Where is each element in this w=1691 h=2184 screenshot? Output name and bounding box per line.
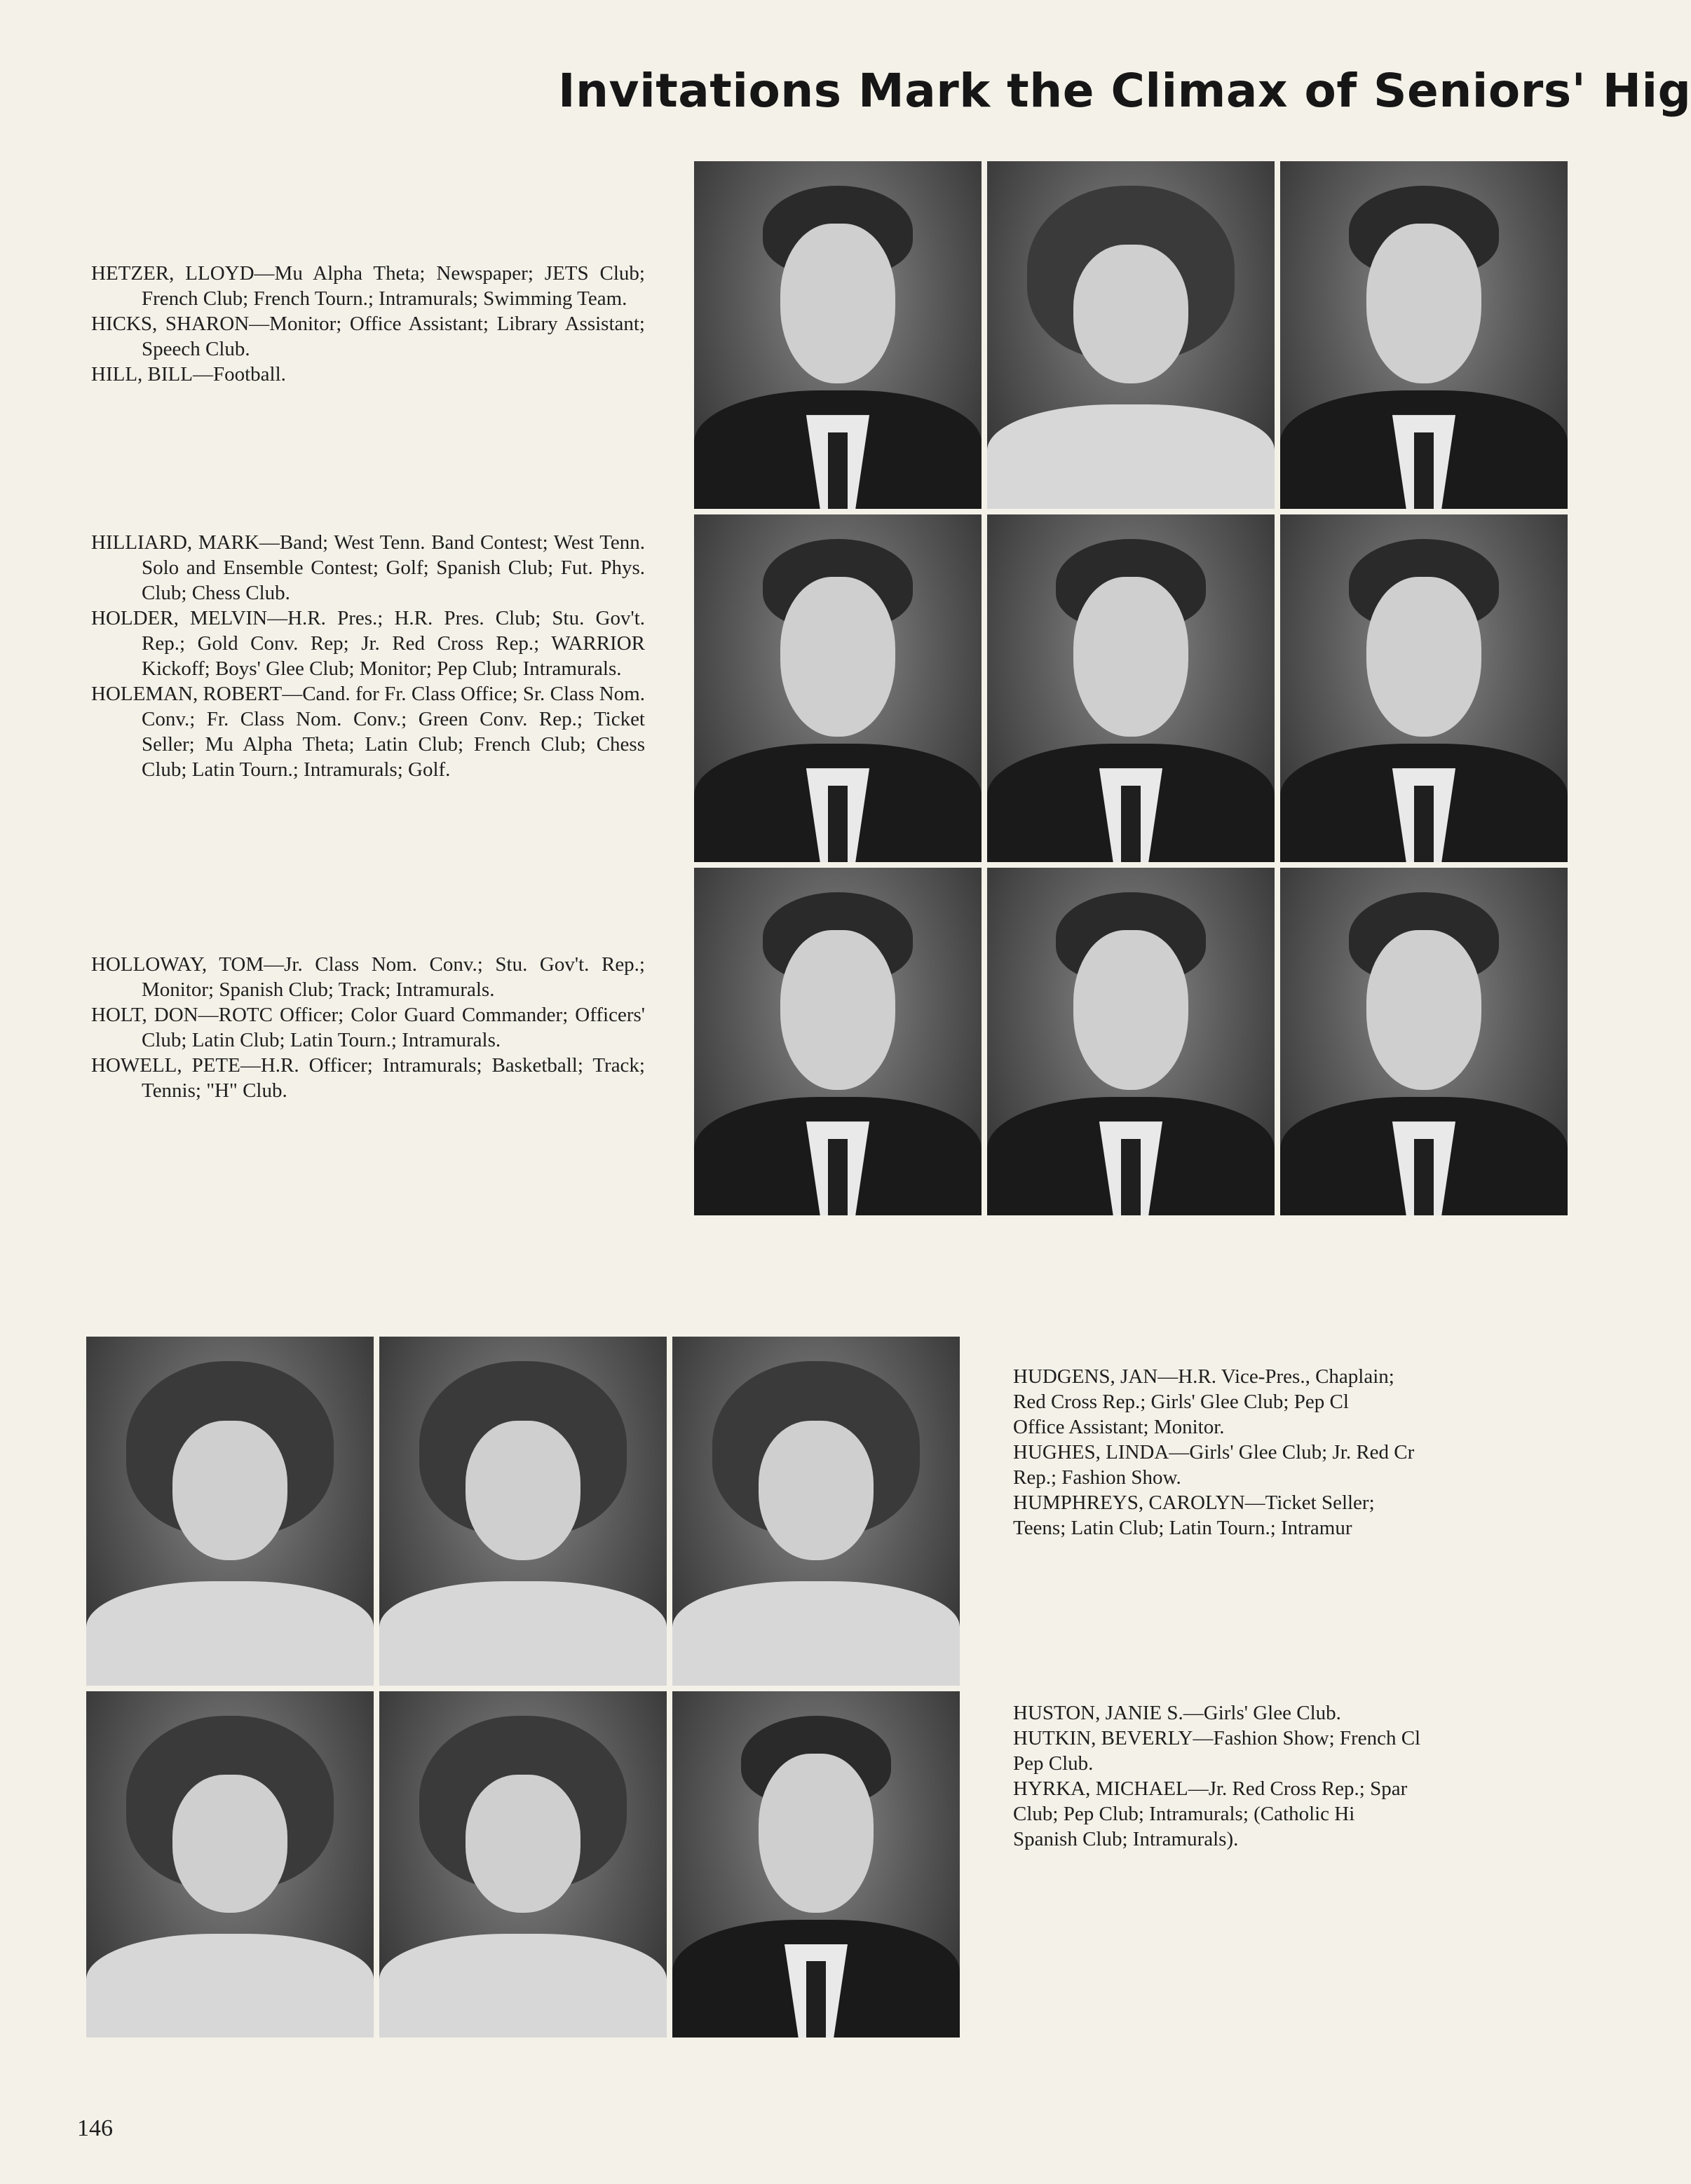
portrait-tie [1414, 432, 1434, 509]
portrait-tie [1414, 786, 1434, 862]
bio-line: Pep Club. [1013, 1752, 1094, 1775]
portrait-photo [987, 514, 1275, 862]
portrait-face [1366, 577, 1481, 737]
portrait-photo [672, 1691, 960, 2038]
bio-line: Teens; Latin Club; Latin Tourn.; Intramur [1013, 1517, 1352, 1539]
portrait-face [759, 1421, 874, 1560]
portrait-jacket [672, 1581, 960, 1686]
bio-holloway: HOLLOWAY, TOM—Jr. Class Nom. Conv.; Stu. Gov't. Rep.; Monitor; Spanish Club; Track; Intramurals. [91, 953, 645, 1001]
bio-line: Red Cross Rep.; Girls' Glee Club; Pep Cl [1013, 1391, 1349, 1413]
portrait-photo [379, 1337, 667, 1686]
bio-line: HUTKIN, BEVERLY—Fashion Show; French Cl [1013, 1727, 1421, 1749]
portrait-tie [1414, 1139, 1434, 1215]
bio-line: HUSTON, JANIE S.—Girls' Glee Club. [1013, 1702, 1341, 1724]
portrait-face [172, 1775, 287, 1913]
bio-line: Club; Pep Club; Intramurals; (Catholic Hi [1013, 1803, 1355, 1825]
page-headline: Invitations Mark the Climax of Seniors' Hig [558, 64, 1691, 118]
portrait-face [1073, 577, 1188, 737]
bios-block-2 [91, 530, 645, 782]
portrait-face [466, 1421, 580, 1560]
portrait-photo [1280, 868, 1568, 1215]
bios-block-4 [1013, 1364, 1540, 1541]
portrait-photo [694, 868, 982, 1215]
portrait-jacket [987, 404, 1275, 509]
bio-line: HUGHES, LINDA—Girls' Glee Club; Jr. Red Cr [1013, 1441, 1415, 1463]
bio-line: Spanish Club; Intramurals). [1013, 1828, 1239, 1850]
bio-holder: HOLDER, MELVIN—H.R. Pres.; H.R. Pres. Club; Stu. Gov't. Rep.; Gold Conv. Rep; Jr. Red Cross Rep.; WARRIOR Kickoff; Boys' Glee Club; Monitor; Pep Club; Intramurals. [91, 607, 645, 680]
bio-hicks: HICKS, SHARON—Monitor; Office Assistant; Library Assistant; Speech Club. [91, 313, 645, 360]
portrait-face [172, 1421, 287, 1560]
portrait-photo [1280, 514, 1568, 862]
portrait-face [759, 1754, 874, 1913]
portrait-face [1073, 930, 1188, 1090]
portrait-photo [987, 161, 1275, 509]
portrait-face [1366, 224, 1481, 383]
portrait-jacket [86, 1581, 374, 1686]
portrait-tie [1121, 786, 1141, 862]
portrait-photo [694, 514, 982, 862]
bio-hilliard: HILLIARD, MARK—Band; West Tenn. Band Contest; West Tenn. Solo and Ensemble Contest; Golf; Spanish Club; Fut. Phys. Club; Chess Club. [91, 531, 645, 604]
portrait-face [1073, 245, 1188, 383]
portrait-face [1366, 930, 1481, 1090]
portrait-tie [828, 432, 848, 509]
portrait-photo [86, 1337, 374, 1686]
bios-block-1 [91, 261, 645, 387]
bio-line: Office Assistant; Monitor. [1013, 1416, 1225, 1438]
portrait-face [780, 577, 895, 737]
portrait-tie [1121, 1139, 1141, 1215]
portrait-photo [694, 161, 982, 509]
portrait-photo [1280, 161, 1568, 509]
portrait-face [780, 930, 895, 1090]
portrait-photo [672, 1337, 960, 1686]
portrait-jacket [379, 1581, 667, 1686]
bios-block-5 [1013, 1700, 1540, 1852]
portrait-photo [379, 1691, 667, 2038]
portrait-face [780, 224, 895, 383]
bios-block-3 [91, 952, 645, 1103]
bio-line: HYRKA, MICHAEL—Jr. Red Cross Rep.; Spar [1013, 1777, 1408, 1800]
portrait-grid-top [694, 161, 1570, 1215]
portrait-tie [828, 1139, 848, 1215]
portrait-jacket [379, 1934, 667, 2038]
bio-hill: HILL, BILL—Football. [91, 363, 286, 385]
portrait-face [466, 1775, 580, 1913]
portrait-grid-bottom [86, 1337, 960, 2038]
bio-line: HUDGENS, JAN—H.R. Vice-Pres., Chaplain; [1013, 1365, 1394, 1388]
bio-holeman: HOLEMAN, ROBERT—Cand. for Fr. Class Office; Sr. Class Nom. Conv.; Fr. Class Nom. Conv.; Green Conv. Rep.; Ticket Seller; Mu Alpha Theta; Latin Club; French Club; Chess Club; Latin Tourn.; Intramurals; Golf. [91, 683, 645, 781]
portrait-tie [828, 786, 848, 862]
bio-hetzer: HETZER, LLOYD—Mu Alpha Theta; Newspaper; JETS Club; French Club; French Tourn.; Intramurals; Swimming Team. [91, 262, 645, 310]
page-number: 146 [77, 2115, 113, 2141]
portrait-photo [987, 868, 1275, 1215]
bio-line: HUMPHREYS, CAROLYN—Ticket Seller; [1013, 1492, 1375, 1514]
portrait-tie [806, 1961, 827, 2038]
bio-line: Rep.; Fashion Show. [1013, 1466, 1181, 1489]
portrait-photo [86, 1691, 374, 2038]
bio-howell: HOWELL, PETE—H.R. Officer; Intramurals; Basketball; Track; Tennis; "H" Club. [91, 1054, 645, 1102]
portrait-jacket [86, 1934, 374, 2038]
bio-holt: HOLT, DON—ROTC Officer; Color Guard Commander; Officers' Club; Latin Club; Latin Tourn.; Intramurals. [91, 1004, 645, 1051]
